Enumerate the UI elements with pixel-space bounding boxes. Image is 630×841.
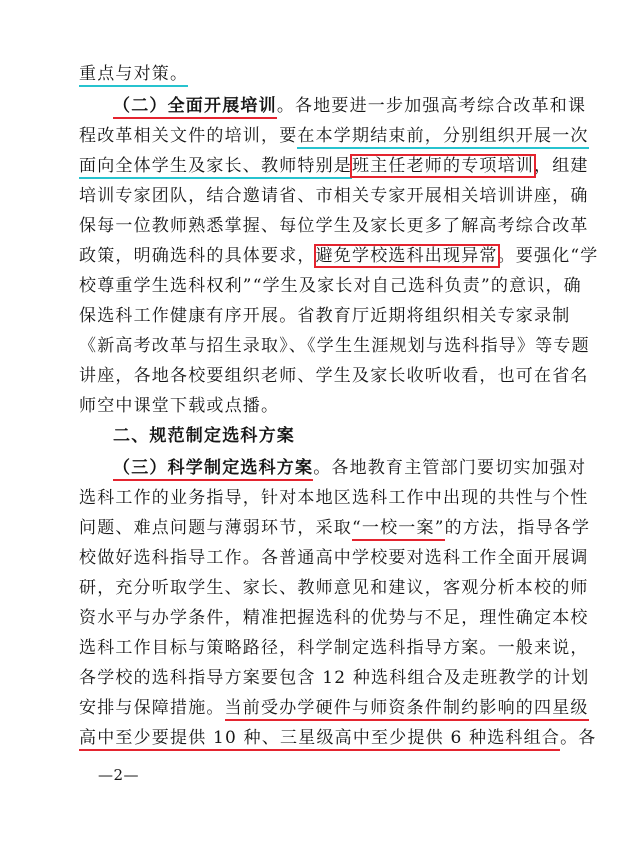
text-line <box>79 573 589 603</box>
text-run: 师空中课堂下载或点播。 <box>79 396 280 416</box>
text-line <box>79 301 571 331</box>
text-run: 选科工作目标与策略路径，科学制定选科指导方案。一般来说， <box>79 638 589 658</box>
text-run: 选科工作的业务指导，针对本地区选科工作中出现的共性与个性 <box>79 488 589 508</box>
text-run: 问题、难点问题与薄弱环节，采取 <box>79 518 352 538</box>
text-run: 政策，明确选科的具体要求， <box>79 246 316 266</box>
red-underlined-subheading: （三）科学制定选科方案 <box>113 458 313 481</box>
text-run: 。各地要进一步加强高考综合改革和课 <box>276 96 587 116</box>
text-line <box>79 211 589 241</box>
text-run: 研，充分听取学生、家长、教师意见和建议，客观分析本校的师 <box>79 578 589 598</box>
red-underlined-text: 当前受办学硬件与师资条件制约影响的四星级 <box>225 698 589 721</box>
red-boxed-text: 班主任老师的专项培训 <box>352 156 534 176</box>
text-line <box>79 603 589 633</box>
text-line <box>79 151 589 181</box>
section-heading <box>113 421 295 451</box>
text-line <box>79 331 590 361</box>
text-run: 资水平与办学条件，精准把握选科的优势与不足，理性确定本校 <box>79 608 589 628</box>
red-underlined-text: 高中至少要提供 10 种、三星级高中至少提供 6 种选科组合 <box>79 728 560 751</box>
text-line <box>79 663 590 693</box>
text-run: 。各 <box>560 728 597 748</box>
text-run: 校做好选科指导工作。各普通高中学校要对选科工作全面开展调 <box>79 548 589 568</box>
text-line <box>79 483 589 513</box>
text-line <box>79 181 589 211</box>
text-line <box>79 361 589 391</box>
text-line <box>79 633 589 663</box>
text-line <box>79 271 582 301</box>
text-run: 二、规范制定选科方案 <box>113 426 295 446</box>
red-boxed-text: 避免学校选科出现异常 <box>315 246 498 266</box>
text-run: 保选科工作健康有序开展。省教育厅近期将组织相关专家录制 <box>79 306 571 326</box>
text-run: 。要强化“学 <box>497 246 599 266</box>
text-run: 讲座，各地各校要组织老师、学生及家长收听收看，也可在省名 <box>79 366 589 386</box>
text-run: 安排与保障措施。 <box>79 698 225 718</box>
text-line <box>79 723 597 753</box>
page-number: —2— <box>98 766 140 784</box>
cyan-underlined-text: 重点与对策。 <box>79 64 188 87</box>
text-run: 各学校的选科指导方案要包含 12 种选科组合及走班教学的计划 <box>79 668 590 688</box>
cyan-underlined-text: 在本学期结束前，分别组织开展一次 <box>297 126 588 149</box>
text-run: ，组建 <box>534 156 589 176</box>
text-line <box>79 693 589 723</box>
text-line <box>113 453 587 483</box>
text-run: 保每一位教师熟悉掌握、每位学生及家长更多了解高考综合改革 <box>79 216 589 236</box>
text-line <box>79 543 589 573</box>
text-run: 。各地教育主管部门要切实加强对 <box>313 458 587 478</box>
text-line <box>79 121 589 151</box>
red-underlined-subheading: （二）全面开展培训 <box>113 96 277 119</box>
text-run: 《新高考改革与招生录取》、《学生生涯规划与选科指导》等专题 <box>79 336 590 356</box>
red-underlined-text: “一校一案” <box>352 518 445 541</box>
text-run: 校尊重学生选科权利”“学生及家长对自己选科负责”的意识，确 <box>79 276 582 296</box>
text-run: 培训专家团队，结合邀请省、市相关专家开展相关培训讲座，确 <box>79 186 589 206</box>
text-run: 程改革相关文件的培训，要 <box>79 126 298 146</box>
cyan-underlined-text: 面向全体学生及家长、教师特别是 <box>79 156 352 179</box>
text-run: 的方法，指导各学 <box>444 518 591 538</box>
text-line <box>79 513 591 543</box>
text-line <box>79 59 188 89</box>
text-line <box>79 391 279 421</box>
text-line <box>79 241 599 271</box>
text-line <box>113 91 587 121</box>
